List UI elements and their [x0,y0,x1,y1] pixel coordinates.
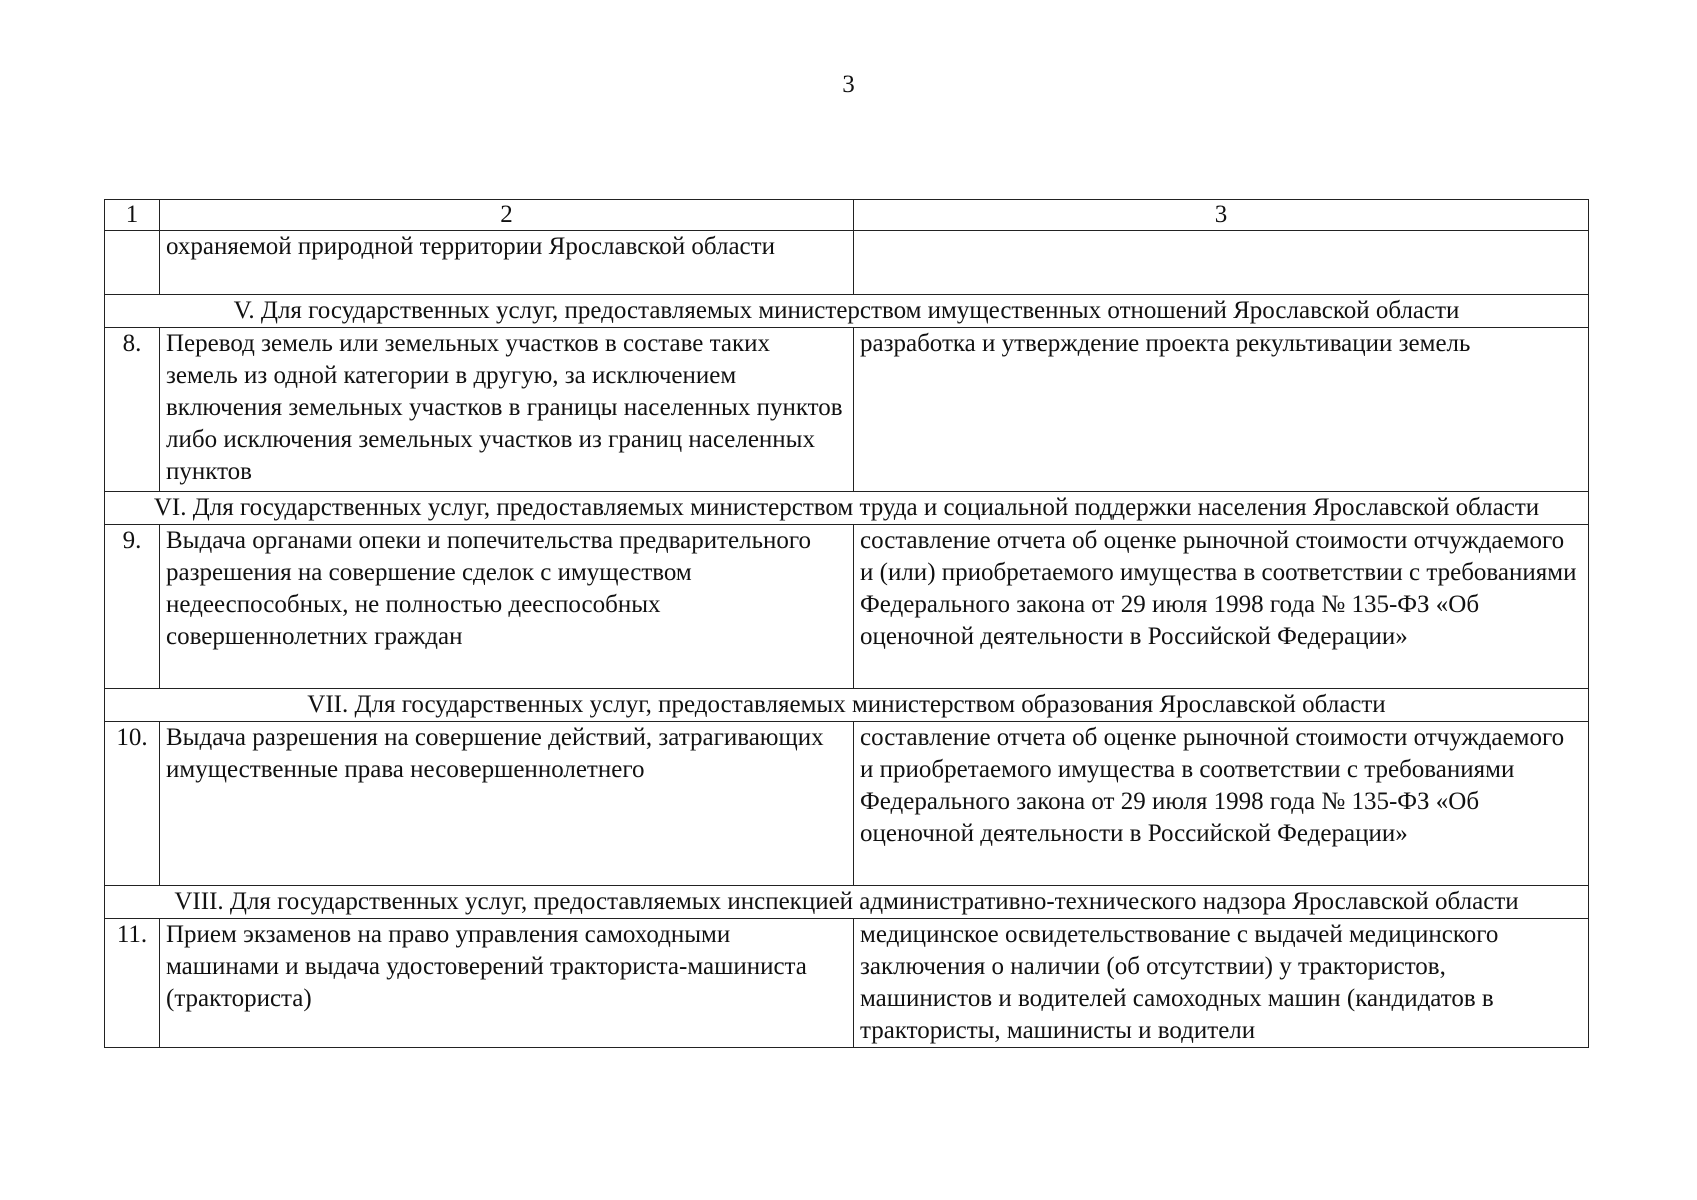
requirement-cell: составление отчета об оценке рыночной стоимости отчуждаемого и (или) приобретаемого имущества в соответствии с требованиями Федерального закона от 29 июля 1998 года № 135-ФЗ «Об оценочной деятельности в Российской Федерации» [854,525,1589,689]
section-row [105,295,1589,328]
table-row [105,231,1589,295]
table-header-row [105,200,1589,231]
section-row [105,492,1589,525]
section-row [105,689,1589,722]
row-number [105,231,160,295]
requirement-cell: составление отчета об оценке рыночной стоимости отчуждаемого и приобретаемого имущества в соответствии с требованиями Федерального закона от 29 июля 1998 года № 135-ФЗ «Об оценочной деятельности в Российской Федерации» [854,722,1589,886]
requirement-cell: медицинское освидетельствование с выдачей медицинского заключения о наличии (об отсутствии) у трактористов, машинистов и водителей самоходных машин (кандидатов в трактористы, машинисты и водители [854,919,1589,1048]
table-row [105,328,1589,492]
section-title-vii: VII. Для государственных услуг, предоставляемых министерством образования Ярославской области [105,689,1589,722]
requirement-cell: разработка и утверждение проекта рекультивации земель [854,328,1589,492]
section-title-viii: VIII. Для государственных услуг, предоставляемых инспекцией административно-технического надзора Ярославской области [105,886,1589,919]
service-cell: Выдача разрешения на совершение действий, затрагивающих имущественные права несовершеннолетнего [160,722,854,886]
services-table [104,199,1589,1048]
table-row [105,919,1589,1048]
page-number: 3 [842,71,855,98]
service-cell: Прием экзаменов на право управления самоходными машинами и выдача удостоверений тракториста-машиниста (тракториста) [160,919,854,1048]
row-number: 10. [105,722,160,886]
section-title-v: V. Для государственных услуг, предоставляемых министерством имущественных отношений Ярославской области [105,295,1589,328]
service-cell: Перевод земель или земельных участков в составе таких земель из одной категории в другую, за исключением включения земельных участков в границы населенных пунктов либо исключения земельных участков из границ населенных пунктов [160,328,854,492]
row-number: 8. [105,328,160,492]
service-cell: охраняемой природной территории Ярославской области [160,231,854,295]
section-row [105,886,1589,919]
column-number-3: 3 [854,200,1589,231]
table-row [105,525,1589,689]
requirement-cell [854,231,1589,295]
service-cell: Выдача органами опеки и попечительства предварительного разрешения на совершение сделок с имуществом недееспособных, не полностью дееспособных совершеннолетних граждан [160,525,854,689]
column-number-2: 2 [160,200,854,231]
table-row [105,722,1589,886]
row-number: 11. [105,919,160,1048]
row-number: 9. [105,525,160,689]
column-number-1: 1 [105,200,160,231]
section-title-vi: VI. Для государственных услуг, предоставляемых министерством труда и социальной поддержки населения Ярославской области [105,492,1589,525]
